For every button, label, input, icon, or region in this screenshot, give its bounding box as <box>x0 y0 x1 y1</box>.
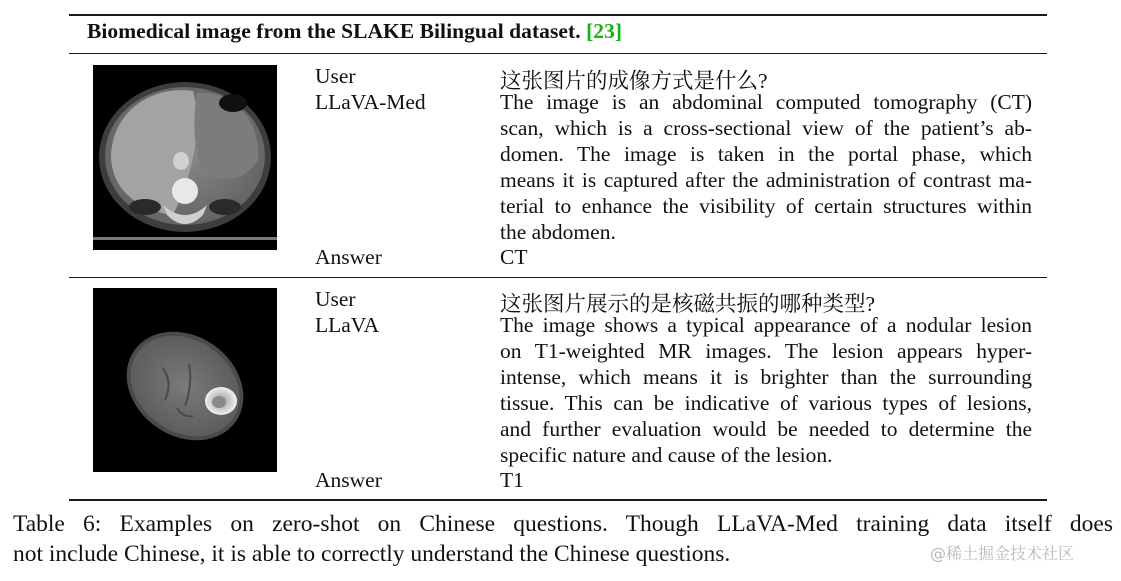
answer-text: T1 <box>500 468 524 492</box>
role-label: LLaVA-Med <box>315 90 426 114</box>
answer-text: CT <box>500 245 528 269</box>
ct-scan-drawing <box>93 65 277 250</box>
response-line: specific nature and cause of the lesion. <box>500 443 833 468</box>
role-label: User <box>315 287 356 311</box>
table-bottom-rule <box>69 499 1047 501</box>
response-line: The image is an abdominal computed tomography (CT) <box>500 90 1032 114</box>
table-header-rule <box>69 53 1047 54</box>
abdominal-ct-image <box>93 65 277 250</box>
caption-line: Table 6: Examples on zero-shot on Chinese questions. Though LLaVA-Med training data itself does <box>13 511 1113 537</box>
table-title-text: Biomedical image from the SLAKE Bilingual dataset. <box>87 19 581 43</box>
mri-scan-drawing <box>93 288 277 472</box>
role-label: Answer <box>315 245 382 269</box>
response-line: scan, which is a cross-sectional view of the patient’s ab- <box>500 116 1032 141</box>
role-label: Answer <box>315 468 382 492</box>
response-line: intense, which means it is brighter than the surrounding <box>500 365 1032 390</box>
model-response <box>500 312 1032 469</box>
brain-mri-image <box>93 288 277 472</box>
role-label: User <box>315 64 356 88</box>
response-line: and further evaluation would be needed to determine the <box>500 417 1032 442</box>
response-line: domen. The image is taken in the portal phase, which <box>500 142 1032 167</box>
table-top-rule <box>69 14 1047 16</box>
response-line: The image shows a typical appearance of a nodular lesion <box>500 313 1032 337</box>
response-line: tissue. This can be indicative of various types of lesions, <box>500 391 1032 416</box>
question-text: 这张图片的成像方式是什么? <box>500 69 768 93</box>
caption-line: not include Chinese, it is able to correctly understand the Chinese questions. <box>13 541 731 567</box>
model-response <box>500 89 1032 246</box>
response-line: the abdomen. <box>500 220 616 245</box>
citation-link[interactable]: [23] <box>586 19 623 43</box>
table-title <box>87 19 622 44</box>
response-line: means it is captured after the administration of contrast ma- <box>500 168 1032 193</box>
response-line: terial to enhance the visibility of certain structures within <box>500 194 1032 219</box>
response-line: on T1-weighted MR images. The lesion appears hyper- <box>500 339 1032 364</box>
question-text: 这张图片展示的是核磁共振的哪种类型? <box>500 292 876 316</box>
role-label: LLaVA <box>315 313 380 337</box>
site-watermark: @稀土掘金技术社区 <box>930 544 1075 563</box>
row-divider-rule <box>69 277 1047 278</box>
